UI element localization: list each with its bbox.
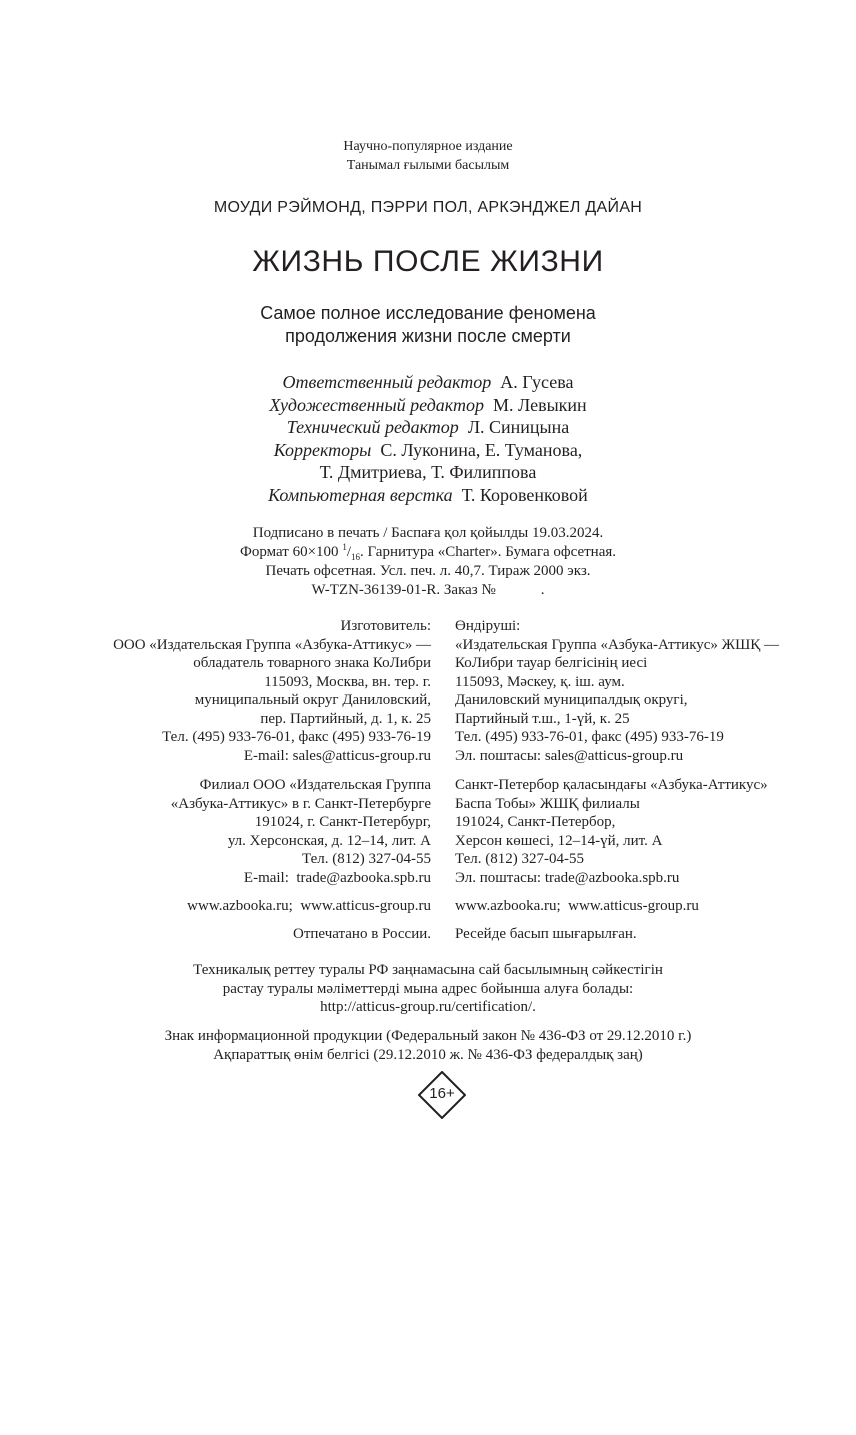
credit-name: С. Луконина, Е. Туманова,	[380, 439, 583, 460]
manufacturer-ru-line: муниципальный округ Даниловский,	[194, 692, 431, 708]
manufacturer-kz-line: Өндіруші:	[455, 618, 521, 634]
law-line-ru: Знак информационной продукции (Федеральный закон № 436-ФЗ от 29.12.2010 г.)	[164, 1028, 692, 1044]
credit-line	[0, 416, 856, 439]
branch-kz-line: Эл. поштасы: trade@azbooka.spb.ru	[455, 869, 680, 886]
branch-ru-line: Филиал ООО «Издательская Группа	[199, 777, 431, 793]
credit-line	[0, 394, 856, 417]
manufacturer-kz-line: КоЛибри тауар белгісінің иесі	[455, 655, 648, 671]
credit-role: Художественный редактор	[269, 394, 484, 415]
manufacturer-kz-line: Эл. поштасы: sales@atticus-group.ru	[455, 747, 684, 764]
printed-in-ru: Отпечатано в России.	[293, 926, 431, 942]
credit-role: Ответственный редактор	[282, 372, 492, 392]
credit-role: Технический редактор	[286, 417, 459, 437]
manufacturer-kz-line: 115093, Мәскеу, қ. іш. аум.	[455, 673, 625, 690]
branch-ru-line: «Азбука-Аттикус» в г. Санкт-Петербурге	[170, 795, 431, 812]
certification-line: Техникалық реттеу туралы РФ заңнамасына сай басылымның сәйкестігін	[193, 962, 663, 978]
format-fraction-den: 16	[350, 552, 360, 562]
branch-ru-line: Тел. (812) 327-04-55	[302, 851, 431, 867]
imprint-order: W-TZN-36139-01-R. Заказ № .	[311, 582, 545, 598]
manufacturer-ru-line: ООО «Издательская Группа «Азбука-Аттикус» —	[113, 636, 431, 653]
book-subtitle	[0, 302, 856, 348]
format-size: Формат 60×100	[240, 544, 339, 560]
imprint-signed: Подписано в печать / Баспаға қол қойылды 19.03.2024.	[252, 525, 604, 541]
book-title: ЖИЗНЬ ПОСЛЕ ЖИЗНИ	[252, 245, 604, 278]
law-line-kz: Ақпараттық өнім белгісі (29.12.2010 ж. № 436-ФЗ федералдық заң)	[213, 1046, 643, 1063]
credit-line	[0, 484, 856, 507]
information-product-mark	[0, 1027, 856, 1064]
credit-role: Корректоры	[273, 439, 372, 460]
manufacturer-kz-line: Партийный т.ш., 1-үй, к. 25	[455, 710, 630, 727]
credit-name: Т. Коровенковой	[461, 484, 588, 505]
websites-kz[interactable]: www.azbooka.ru; www.atticus-group.ru	[455, 898, 699, 914]
imprint-block	[0, 524, 856, 600]
imprint-format: Формат 60×100 $^1/_{16}$. Гарнитура «Charter». Бумага офсетная.	[240, 542, 616, 562]
branch-kz-line: Баспа Тобы» ЖШҚ филиалы	[455, 795, 640, 812]
branch-kz-line: 191024, Санкт-Петербор,	[455, 814, 616, 830]
manufacturer-ru-line: E-mail: sales@atticus-group.ru	[243, 747, 431, 764]
branch-kz-line: Херсон көшесі, 12–14-үй, лит. А	[455, 832, 663, 849]
branch-kz-line: Тел. (812) 327-04-55	[455, 851, 584, 867]
age-rating-label: 16+	[429, 1085, 455, 1102]
publication-type	[0, 137, 856, 175]
credit-line	[0, 371, 856, 394]
branch-ru	[171, 776, 431, 887]
credit-line	[0, 461, 856, 484]
credit-role: Компьютерная верстка	[268, 484, 453, 505]
certification-block	[0, 961, 856, 1017]
age-rating-badge	[418, 1071, 466, 1119]
authors: МОУДИ РЭЙМОНД, ПЭРРИ ПОЛ, АРКЭНДЖЕЛ ДАЙАН	[213, 199, 643, 216]
manufacturer-ru	[113, 617, 431, 765]
format-typeface: . Гарнитура «Charter». Бумага офсетная.	[359, 544, 616, 560]
manufacturer-ru-line: Тел. (495) 933-76-01, факс (495) 933-76-19	[162, 729, 431, 745]
credit-name: Л. Синицына	[467, 417, 570, 437]
branch-kz-line: Санкт-Петербор қаласындағы «Азбука-Аттикус»	[455, 777, 768, 793]
branch-ru-line: 191024, г. Санкт-Петербург,	[254, 814, 431, 830]
manufacturer-ru-line: обладатель товарного знака КоЛибри	[193, 655, 431, 671]
credit-name: А. Гусева	[500, 372, 574, 392]
manufacturer-kz	[455, 617, 779, 765]
branch-kz	[455, 776, 768, 887]
branch-ru-line: ул. Херсонская, д. 12–14, лит. А	[227, 832, 431, 849]
certification-line: растау туралы мәліметтерді мына адрес бойынша алуға болады:	[222, 980, 634, 997]
imprint-print: Печать офсетная. Усл. печ. л. 40,7. Тираж 2000 экз.	[265, 563, 591, 579]
format-fraction-num: 1	[342, 542, 347, 552]
manufacturer-kz-line: Тел. (495) 933-76-01, факс (495) 933-76-19	[455, 729, 724, 745]
printed-in-kz: Ресейде басып шығарылған.	[455, 926, 637, 942]
credit-line	[0, 439, 856, 462]
credits-block	[0, 371, 856, 506]
manufacturer-kz-line: «Издательская Группа «Азбука-Аттикус» ЖШҚ —	[455, 636, 780, 653]
credit-name: М. Левыкин	[492, 394, 587, 415]
publication-type-ru: Научно-популярное издание	[343, 139, 513, 154]
branch-ru-line: E-mail: trade@azbooka.spb.ru	[243, 869, 431, 886]
certification-url[interactable]: http://atticus-group.ru/certification/.	[320, 999, 536, 1015]
manufacturer-ru-line: 115093, Москва, вн. тер. г.	[264, 673, 431, 690]
manufacturer-kz-line: Даниловский муниципалдық округі,	[455, 692, 688, 708]
subtitle-line-2: продолжения жизни после смерти	[285, 326, 571, 346]
credit-name: Т. Дмитриева, Т. Филиппова	[319, 462, 537, 482]
subtitle-line-1: Самое полное исследование феномена	[260, 303, 596, 323]
manufacturer-ru-line: Изготовитель:	[340, 618, 431, 634]
manufacturer-ru-line: пер. Партийный, д. 1, к. 25	[260, 710, 431, 727]
publication-type-kz: Танымал ғылыми басылым	[346, 158, 510, 173]
websites-ru[interactable]: www.azbooka.ru; www.atticus-group.ru	[187, 898, 431, 914]
